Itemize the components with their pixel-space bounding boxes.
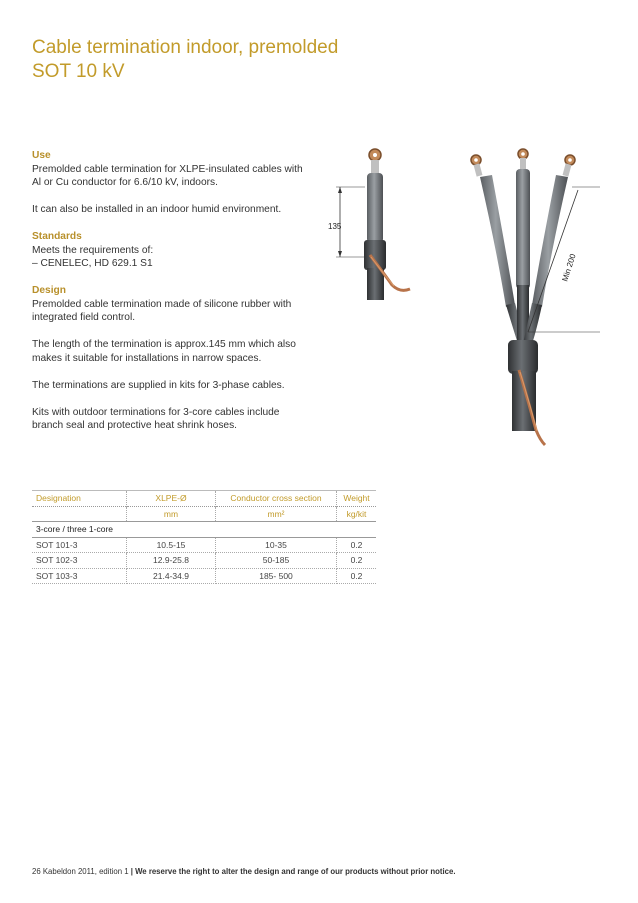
specification-table [32, 490, 376, 584]
cell-xlpe: 10.5-15 [127, 537, 216, 553]
cell-designation: SOT 103-3 [32, 568, 127, 584]
title-line-2: SOT 10 kV [32, 61, 125, 82]
table-row [32, 553, 376, 569]
design-paragraph-2: The length of the termination is approx.145 mm which also makes it suitable for installations in narrow spaces. [32, 339, 296, 364]
dimension-label-135: 135 [328, 222, 342, 231]
standards-item: – CENELEC, HD 629.1 S1 [32, 258, 153, 269]
header-xlpe: XLPE-Ø [127, 491, 216, 507]
cell-xlpe: 21.4-34.9 [127, 568, 216, 584]
footer-separator: | [130, 867, 133, 876]
cell-conductor: 10-35 [216, 537, 337, 553]
table-group-row [32, 522, 376, 538]
termination-illustration [310, 135, 600, 465]
standards-heading: Standards [32, 231, 82, 242]
table-header-row [32, 491, 376, 507]
group-label: 3-core / three 1-core [32, 522, 376, 538]
dimension-label-min-200: Min 200 [560, 252, 578, 283]
cell-weight: 0.2 [337, 568, 377, 584]
use-heading: Use [32, 150, 51, 161]
description-column [32, 149, 307, 446]
cell-conductor: 185- 500 [216, 568, 337, 584]
cell-conductor: 50-185 [216, 553, 337, 569]
triple-termination [471, 149, 600, 445]
unit-weight: kg/kit [337, 506, 377, 522]
table-row [32, 537, 376, 553]
use-paragraph-1: Premolded cable termination for XLPE-insulated cables with Al or Cu conductor for 6.6/10 kV, indoors. [32, 163, 303, 188]
publication-name: Kabeldon 2011, edition 1 [42, 867, 129, 876]
page-number: 26 [32, 867, 41, 876]
standards-intro: Meets the requirements of: [32, 244, 154, 256]
unit-conductor: mm² [216, 506, 337, 522]
header-weight: Weight [337, 491, 377, 507]
design-paragraph-3: The terminations are supplied in kits for 3-phase cables. [32, 379, 285, 391]
cell-weight: 0.2 [337, 537, 377, 553]
cell-designation: SOT 101-3 [32, 537, 127, 553]
page-title [32, 36, 338, 84]
single-termination [328, 149, 410, 300]
table-row [32, 568, 376, 584]
title-line-1: Cable termination indoor, premolded [32, 37, 339, 58]
header-conductor: Conductor cross section [216, 491, 337, 507]
cell-xlpe: 12.9-25.8 [127, 553, 216, 569]
table-units-row [32, 506, 376, 522]
unit-designation [32, 506, 127, 522]
unit-xlpe: mm [127, 506, 216, 522]
header-designation: Designation [32, 491, 127, 507]
page-footer [32, 867, 456, 876]
cell-designation: SOT 102-3 [32, 553, 127, 569]
design-paragraph-4: Kits with outdoor terminations for 3-core cables include branch seal and protective heat shrink hoses. [32, 406, 280, 431]
design-paragraph-1: Premolded cable termination made of silicone rubber with integrated field control. [32, 298, 292, 323]
footer-notice: We reserve the right to alter the design and range of our products without prior notice. [135, 867, 456, 876]
cell-weight: 0.2 [337, 553, 377, 569]
use-paragraph-2: It can also be installed in an indoor humid environment. [32, 204, 282, 215]
design-heading: Design [32, 285, 66, 296]
